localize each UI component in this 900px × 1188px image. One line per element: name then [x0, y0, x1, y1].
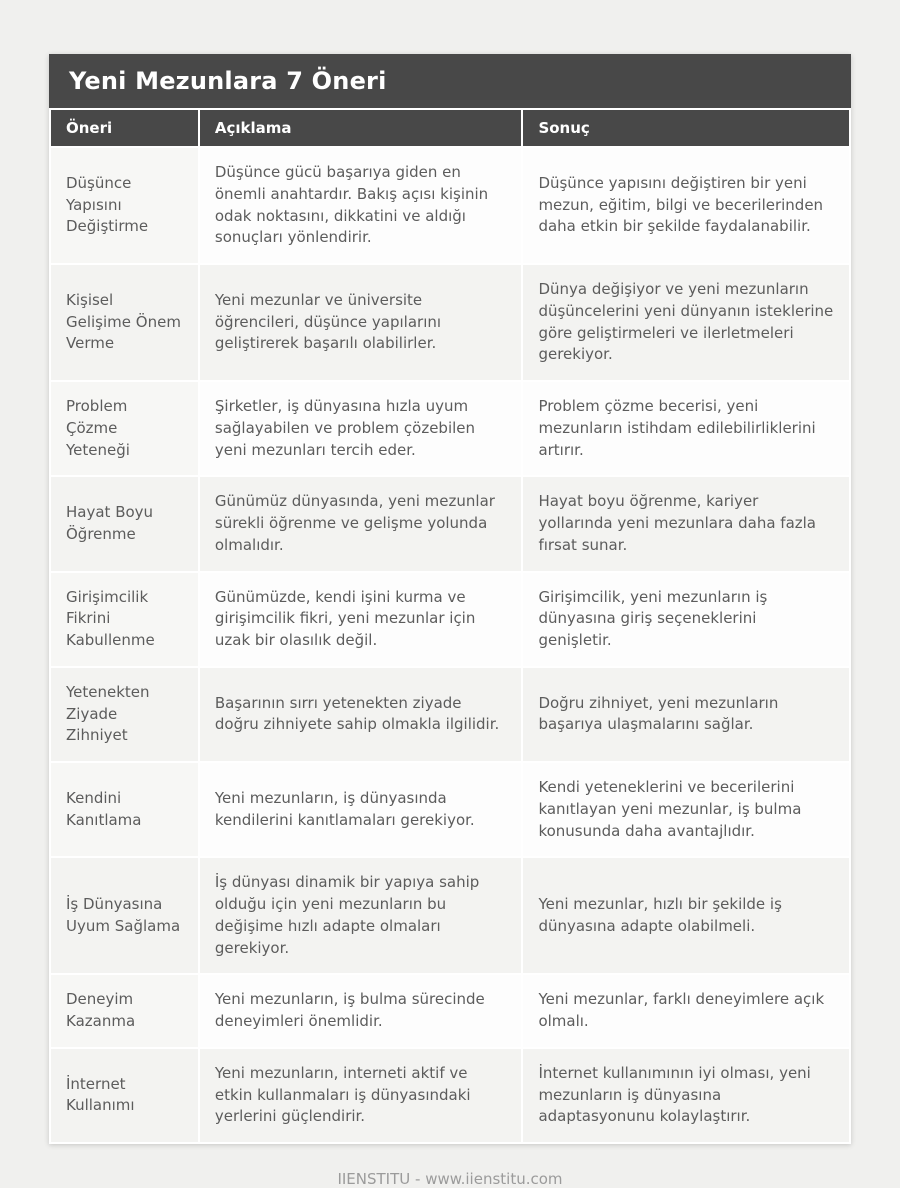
- cell-aciklama: Günümüz dünyasında, yeni mezunlar sürekli öğrenme ve gelişme yolunda olmalıdır.: [200, 477, 522, 570]
- table-row: [51, 382, 849, 475]
- table-row: [51, 148, 849, 263]
- table-row: [51, 668, 849, 761]
- page-title: Yeni Mezunlara 7 Öneri: [49, 54, 851, 108]
- table-row: [51, 858, 849, 973]
- table-row: [51, 975, 849, 1047]
- column-header-sonuc: Sonuç: [523, 110, 849, 146]
- suggestions-card: [49, 54, 851, 1144]
- cell-aciklama: İş dünyası dinamik bir yapıya sahip olduğu için yeni mezunların bu değişime hızlı adapte olmaları gerekiyor.: [200, 858, 522, 973]
- table-row: [51, 763, 849, 856]
- cell-oneri: Düşünce Yapısını Değiştirme: [51, 148, 198, 263]
- cell-aciklama: Yeni mezunlar ve üniversite öğrencileri, düşünce yapılarını geliştirerek başarılı olabilirler.: [200, 265, 522, 380]
- cell-sonuc: Kendi yeteneklerini ve becerilerini kanıtlayan yeni mezunlar, iş bulma konusunda daha avantajlıdır.: [523, 763, 849, 856]
- cell-aciklama: Yeni mezunların, interneti aktif ve etkin kullanmaları iş dünyasındaki yerlerini güçlendirir.: [200, 1049, 522, 1142]
- column-header-aciklama: Açıklama: [200, 110, 522, 146]
- column-header-oneri: Öneri: [51, 110, 198, 146]
- table-row: [51, 573, 849, 666]
- cell-sonuc: Yeni mezunlar, hızlı bir şekilde iş dünyasına adapte olabilmeli.: [523, 858, 849, 973]
- cell-aciklama: Başarının sırrı yetenekten ziyade doğru zihniyete sahip olmakla ilgilidir.: [200, 668, 522, 761]
- cell-aciklama: Yeni mezunların, iş dünyasında kendilerini kanıtlamaları gerekiyor.: [200, 763, 522, 856]
- cell-sonuc: İnternet kullanımının iyi olması, yeni mezunların iş dünyasına adaptasyonunu kolaylaştırır.: [523, 1049, 849, 1142]
- cell-sonuc: Dünya değişiyor ve yeni mezunların düşüncelerini yeni dünyanın isteklerine göre geliştirmeleri ve ilerletmeleri gerekiyor.: [523, 265, 849, 380]
- cell-oneri: İş Dünyasına Uyum Sağlama: [51, 858, 198, 973]
- cell-sonuc: Girişimcilik, yeni mezunların iş dünyasına giriş seçeneklerini genişletir.: [523, 573, 849, 666]
- cell-aciklama: Şirketler, iş dünyasına hızla uyum sağlayabilen ve problem çözebilen yeni mezunları tercih eder.: [200, 382, 522, 475]
- cell-sonuc: Düşünce yapısını değiştiren bir yeni mezun, eğitim, bilgi ve becerilerinden daha etkin bir şekilde faydalanabilir.: [523, 148, 849, 263]
- cell-oneri: Yetenekten Ziyade Zihniyet: [51, 668, 198, 761]
- cell-oneri: Kişisel Gelişime Önem Verme: [51, 265, 198, 380]
- cell-sonuc: Doğru zihniyet, yeni mezunların başarıya ulaşmalarını sağlar.: [523, 668, 849, 761]
- cell-oneri: Hayat Boyu Öğrenme: [51, 477, 198, 570]
- table-row: [51, 265, 849, 380]
- cell-oneri: Girişimcilik Fikrini Kabullenme: [51, 573, 198, 666]
- footer-branding: IIENSTITU - www.iienstitu.com: [337, 1170, 563, 1188]
- cell-sonuc: Hayat boyu öğrenme, kariyer yollarında yeni mezunlara daha fazla fırsat sunar.: [523, 477, 849, 570]
- cell-oneri: Deneyim Kazanma: [51, 975, 198, 1047]
- table-header: [51, 110, 849, 146]
- cell-aciklama: Yeni mezunların, iş bulma sürecinde deneyimleri önemlidir.: [200, 975, 522, 1047]
- table-row: [51, 477, 849, 570]
- table-row: [51, 1049, 849, 1142]
- cell-aciklama: Günümüzde, kendi işini kurma ve girişimcilik fikri, yeni mezunlar için uzak bir olasılık değil.: [200, 573, 522, 666]
- suggestions-table: [49, 108, 851, 1144]
- table-body: [51, 148, 849, 1142]
- cell-oneri: İnternet Kullanımı: [51, 1049, 198, 1142]
- cell-oneri: Problem Çözme Yeteneği: [51, 382, 198, 475]
- cell-oneri: Kendini Kanıtlama: [51, 763, 198, 856]
- table-header-row: [51, 110, 849, 146]
- cell-sonuc: Problem çözme becerisi, yeni mezunların istihdam edilebilirliklerini artırır.: [523, 382, 849, 475]
- cell-aciklama: Düşünce gücü başarıya giden en önemli anahtardır. Bakış açısı kişinin odak noktasını, dikkatini ve aldığı sonuçları yönlendirir.: [200, 148, 522, 263]
- cell-sonuc: Yeni mezunlar, farklı deneyimlere açık olmalı.: [523, 975, 849, 1047]
